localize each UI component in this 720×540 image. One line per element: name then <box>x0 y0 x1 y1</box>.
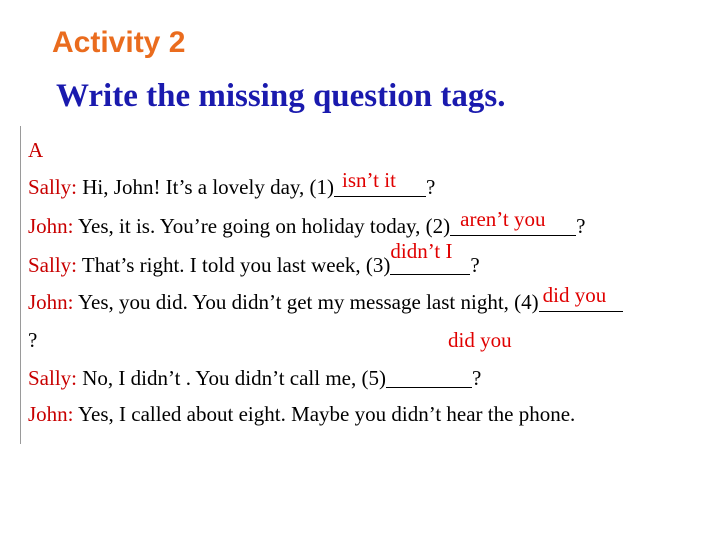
activity-title: Activity 2 <box>52 26 186 59</box>
dialogue-line-4 <box>28 283 623 315</box>
answer-blank-1[interactable] <box>334 168 426 194</box>
speaker-label: Sally: <box>28 253 78 277</box>
dialogue-text: Yes, you did. You didn’t get my message last night, (4) <box>73 290 539 314</box>
answer-text: aren’t you <box>460 207 546 231</box>
dialogue-text: Hi, John! It’s a lovely day, (1) <box>77 175 335 199</box>
answer-blank-2[interactable] <box>450 207 576 233</box>
dialogue-line-7 <box>28 402 575 427</box>
speaker-label: Sally: <box>28 366 78 390</box>
dialogue-text: Yes, it is. You’re going on holiday today, (2) <box>73 214 451 238</box>
speaker-label: John: <box>28 402 74 426</box>
dialogue-text: No, I didn’t . You didn’t call me, (5) <box>77 366 386 390</box>
left-divider <box>20 126 21 444</box>
section-label: A <box>28 138 44 162</box>
dialogue-line-3 <box>28 239 480 278</box>
answer-blank-5[interactable] <box>386 384 472 385</box>
question-mark: ? <box>471 366 482 390</box>
speaker-label: Sally: <box>28 175 78 199</box>
dialogue-line-2 <box>28 207 586 239</box>
dialogue-text: Yes, I called about eight. Maybe you didn’t hear the phone. <box>73 402 576 426</box>
answer-blank-3[interactable] <box>390 239 470 272</box>
answer-text-extra: did you <box>448 328 512 352</box>
speaker-label: John: <box>28 214 74 238</box>
instruction-heading: Write the missing question tags. <box>56 78 506 114</box>
dialogue-line-6 <box>28 366 481 391</box>
dialogue-text: ? <box>28 328 38 352</box>
dialogue-line-5 <box>28 328 37 353</box>
answer-text: didn’t I <box>390 239 453 263</box>
dialogue-line-1 <box>28 168 436 200</box>
answer-text: isn’t it <box>342 168 396 192</box>
answer-text: did you <box>542 283 607 307</box>
speaker-label: John: <box>28 290 74 314</box>
question-mark: ? <box>576 214 586 238</box>
dialogue-text: That’s right. I told you last week, (3) <box>77 253 391 277</box>
question-mark: ? <box>470 253 480 277</box>
question-mark: ? <box>426 175 436 199</box>
answer-blank-4[interactable] <box>539 283 623 309</box>
